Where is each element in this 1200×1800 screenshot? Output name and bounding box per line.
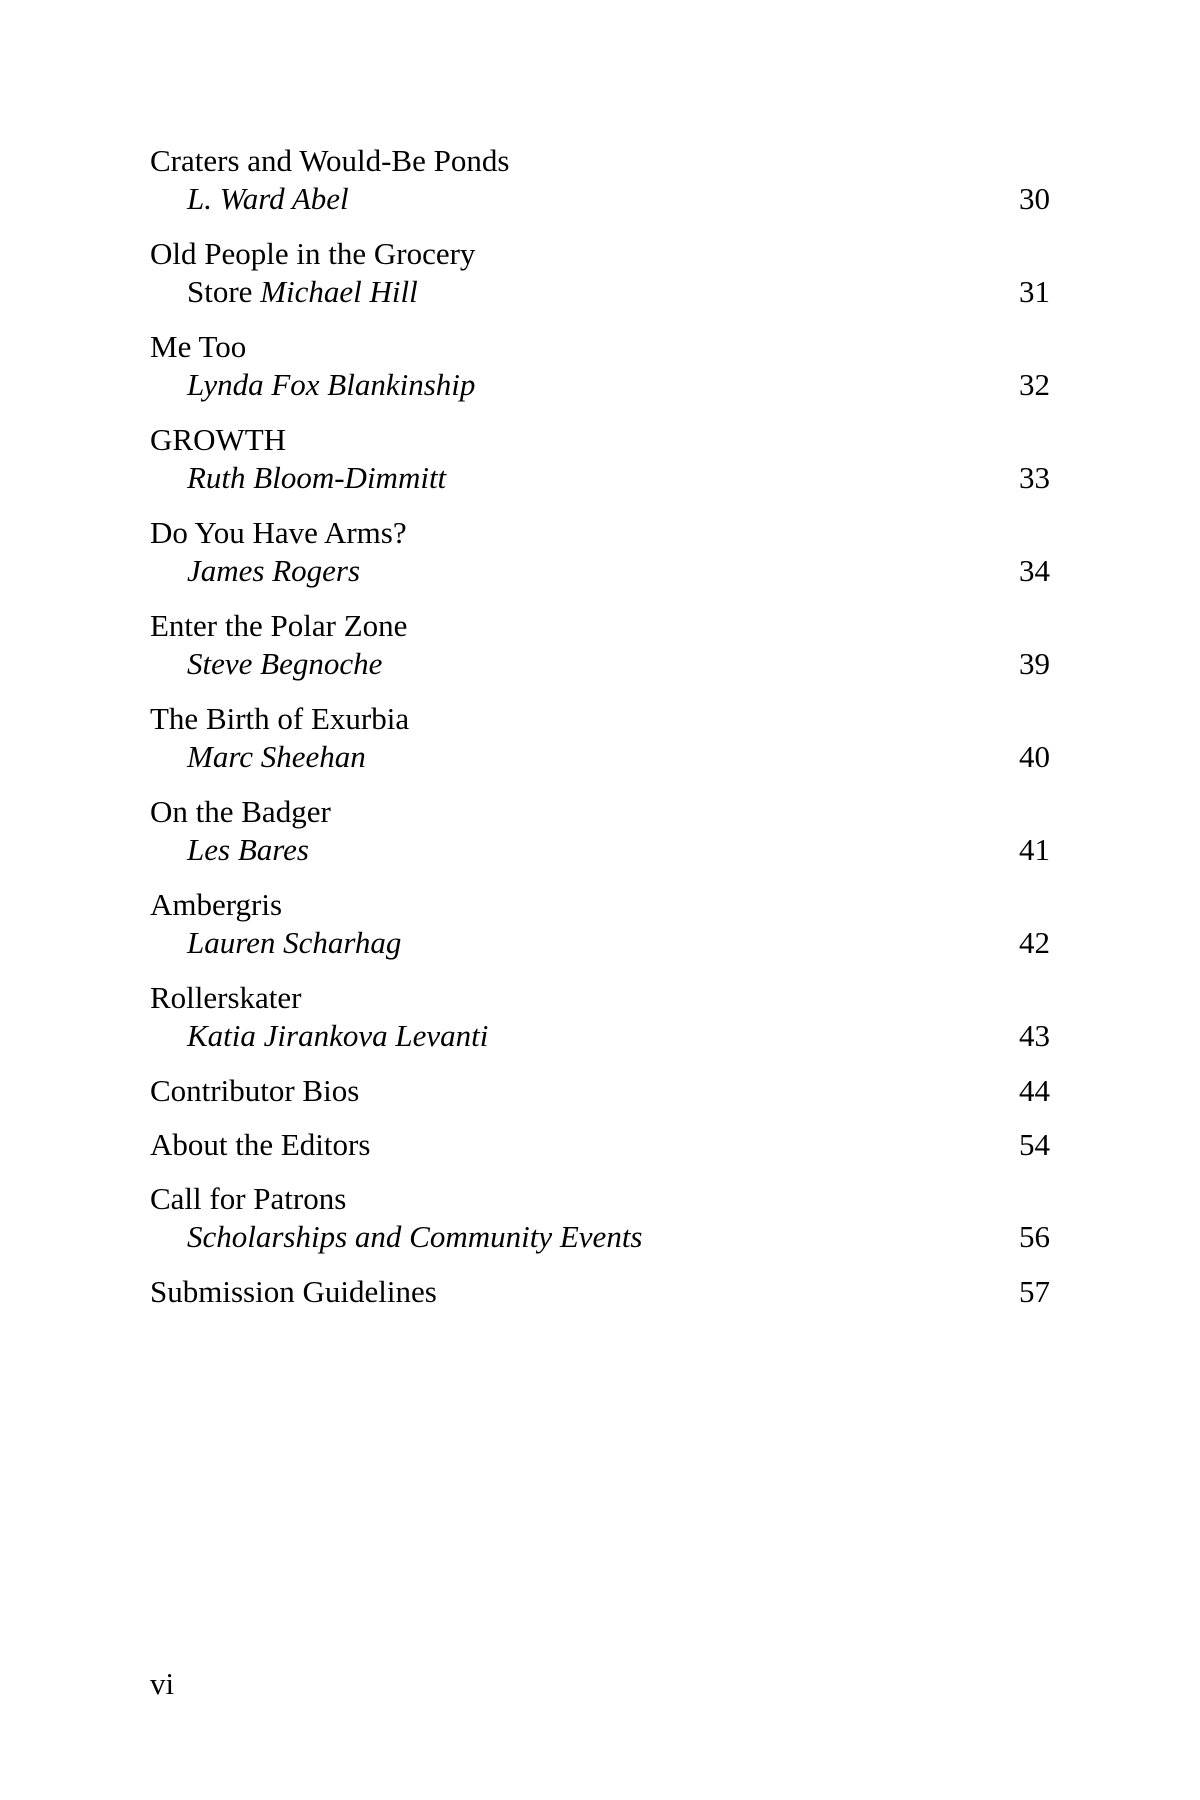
toc-title: Call for Patrons — [150, 1181, 347, 1216]
toc-page-number: 44 — [1019, 1073, 1050, 1108]
toc-entry-contributor-bios — [150, 1073, 1050, 1127]
toc-entry-exurbia — [150, 701, 1050, 794]
toc-page-number: 42 — [1019, 925, 1050, 960]
toc-author-line — [187, 925, 401, 961]
toc-title: Enter the Polar Zone — [150, 608, 408, 643]
toc-author-line — [187, 832, 309, 868]
toc-title: GROWTH — [150, 422, 287, 457]
toc-author: James Rogers — [187, 553, 361, 588]
toc-entry-do-you-have-arms — [150, 515, 1050, 608]
toc-author: Lauren Scharhag — [187, 925, 402, 960]
toc-author-line — [187, 274, 418, 310]
toc-entry-me-too — [150, 329, 1050, 422]
toc-page-number: 39 — [1019, 646, 1050, 681]
toc-entry-ambergris — [150, 887, 1050, 980]
toc-title: Old People in the Grocery — [150, 236, 476, 271]
toc-page-number: 34 — [1019, 553, 1050, 588]
toc-title: Ambergris — [150, 887, 283, 922]
toc-author: Ruth Bloom-Dimmitt — [187, 460, 447, 495]
toc-author-line — [187, 460, 446, 496]
toc-page-number: 31 — [1019, 274, 1050, 309]
toc-entry-growth — [150, 422, 1050, 515]
toc-title: Do You Have Arms? — [150, 515, 407, 550]
toc-author: Steve Begnoche — [187, 646, 383, 681]
toc-title: On the Badger — [150, 794, 331, 829]
toc-entry-polar-zone — [150, 608, 1050, 701]
toc-page-number: 40 — [1019, 739, 1050, 774]
toc-author-line — [187, 367, 475, 403]
toc-page-number: 41 — [1019, 832, 1050, 867]
toc-title: Contributor Bios — [150, 1073, 360, 1108]
toc-page-number: 54 — [1019, 1127, 1050, 1162]
toc-title: Craters and Would-Be Ponds — [150, 143, 510, 178]
toc-author: Katia Jirankova Levanti — [187, 1018, 489, 1053]
toc-author-line — [187, 181, 349, 217]
toc-page-number: 32 — [1019, 367, 1050, 402]
toc-author: Les Bares — [187, 832, 309, 867]
toc-title: Me Too — [150, 329, 247, 364]
table-of-contents — [150, 143, 1050, 1328]
toc-entry-call-for-patrons — [150, 1181, 1050, 1274]
toc-author: Marc Sheehan — [187, 739, 366, 774]
toc-entry-rollerskater — [150, 980, 1050, 1073]
toc-author-line — [187, 1018, 488, 1054]
toc-subtitle: Scholarships and Community Events — [187, 1219, 643, 1254]
toc-author-line — [187, 646, 382, 682]
toc-entry-badger — [150, 794, 1050, 887]
toc-title: Submission Guidelines — [150, 1274, 437, 1309]
page-folio: vi — [150, 1666, 175, 1701]
toc-title-continuation: Store — [187, 274, 253, 309]
toc-page-number: 56 — [1019, 1219, 1050, 1254]
toc-author: L. Ward Abel — [187, 181, 349, 216]
toc-author-line — [187, 553, 360, 589]
toc-page-number: 57 — [1019, 1274, 1050, 1309]
toc-title: The Birth of Exurbia — [150, 701, 410, 736]
toc-entry-old-people — [150, 236, 1050, 329]
toc-title: Rollerskater — [150, 980, 302, 1015]
toc-entry-submission-guidelines — [150, 1274, 1050, 1328]
toc-entry-craters — [150, 143, 1050, 236]
toc-title: About the Editors — [150, 1127, 371, 1162]
toc-page-number: 43 — [1019, 1018, 1050, 1053]
toc-page-number: 30 — [1019, 181, 1050, 216]
toc-author: Lynda Fox Blankinship — [187, 367, 476, 402]
toc-author: Michael Hill — [260, 274, 418, 309]
toc-entry-about-editors — [150, 1127, 1050, 1181]
toc-page-number: 33 — [1019, 460, 1050, 495]
toc-author-line — [187, 739, 366, 775]
